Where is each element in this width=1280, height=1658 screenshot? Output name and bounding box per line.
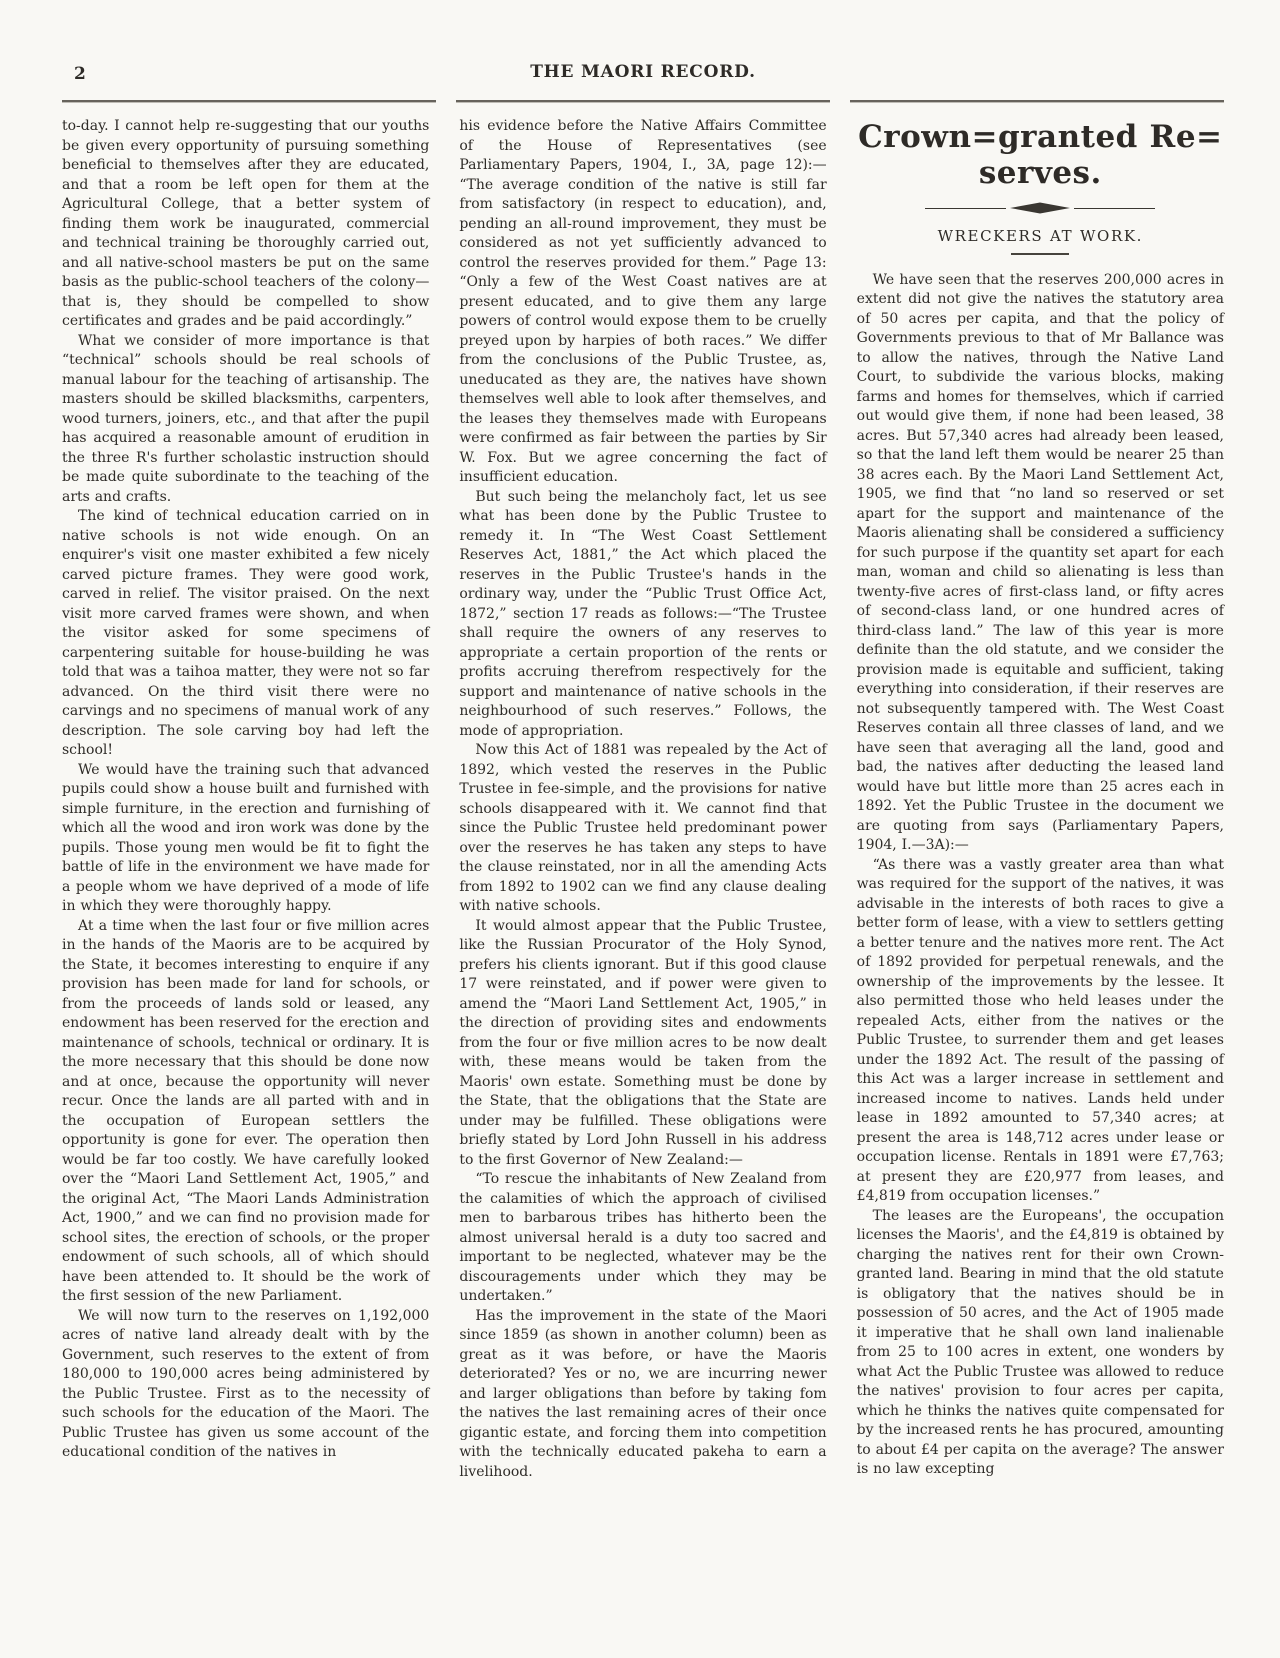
paragraph: The kind of technical education carried on in native schools is not wide enough. On an enquirer's visit one master exhibited a few nicely carved picture frames. They were good work, carved in relief. The visitor praised. On the next visit more carved frames were shown, and when the visitor asked for some specimens of carpentering suitable for house-building he was told that was a taihoa matter, they were not so far advanced. On the third visit there were no carvings and no specimens of manual work of any description. The sole carving boy had left the school!: [62, 508, 430, 758]
columns-container: [62, 117, 1224, 1482]
subheading-rule: [1011, 253, 1069, 255]
headline-line-1: Crown=granted Re=: [858, 119, 1223, 155]
paragraph: “To rescue the inhabitants of New Zealand from the calamities of which the approach of civilised men to barbarous tribes has hitherto been the almost universal herald is a duty too sacred and important to be neglected, whatever may be the discouragements under which they may be undertaken.”: [459, 1171, 827, 1304]
article-header: [857, 119, 1224, 255]
article-headline: [857, 119, 1224, 191]
paragraph: The leases are the Europeans', the occupation licenses the Maoris', and the £4,819 is obtained by charging the natives rent for their own Crown-granted land. Bearing in mind that the old statute is obligatory that the natives should be in possession of 50 acres, and the Act of 1905 made it imperative that he shall own land inalienable from 25 to 100 acres in extent, one wonders by what Act the Public Trustee was allowed to reduce the natives' provision to four acres per capita, which he thinks the natives quite compensated for by the increased rents he has procured, amounting to about £4 per capita on the average? The answer is no law excepting: [856, 1207, 1224, 1477]
article-subheading: WRECKERS AT WORK.: [937, 227, 1144, 245]
divider-line-right: [1074, 208, 1155, 209]
paragraph: We have seen that the reserves 200,000 acres in extent did not give the natives the statutory area of 50 acres per capita, and that the policy of Governments previous to that of Mr Ballance was to allow the natives, through the Native Land Court, to subdivide the various blocks, making farms and homes for themselves, which if carried out would give them, if none had been leased, 38 acres. But 57,340 acres had already been leased, so that the land left them would be nearer 25 than 38 acres each. By the Maori Land Settlement Act, 1905, we find that “no land so reserved or set apart for the support and maintenance of the Maoris alienating shall be considered a sufficiency for such purpose if the quantity set apart for each man, woman and child so alienating is less than twenty-five acres of first-class land, or fifty acres of second-class land, or one hundred acres of third-class land.” The law of this year is more definite than the old statute, and we consider the provision made is equitable and sufficient, taking everything into consideration, if their reserves are not subsequently tampered with. The West Coast Reserves contain all three classes of land, and we have seen that averaging all the land, good and bad, the natives after deducting the leased land would have but little more than 25 acres each in 1892. Yet the Public Trustee in the document we are quoting from says (Parliamentary Papers, 1904, I.—3A):—: [856, 271, 1224, 853]
paragraph: It would almost appear that the Public Trustee, like the Russian Procurator of the Holy Synod, prefers his clients ignorant. But if this good clause 17 were reinstated, and if power were given to amend the “Maori Land Settlement Act, 1905,” in the direction of providing sites and endowments from the four or five million acres to be now dealt with, these means would be taken from the Maoris' own estate. Something must be done by the State, that the obligations that the State are under may be fulfilled. These obligations were briefly stated by Lord John Russell in his address to the first Governor of New Zealand:—: [459, 917, 827, 1168]
article-body: [857, 271, 1224, 1480]
paragraph: “As there was a vastly greater area than what was required for the support of the natives, it was advisable in the interests of both races to give a better form of lease, with a view to settlers getting a better tenure and the natives more rent. The Act of 1892 provided for perpetual renewals, and the ownership of the improvements by the lessee. It also permitted those who held leases under the repealed Acts, either from the natives or the Public Trustee, to surrender them and get leases under the 1892 Act. The result of the passing of this Act was a larger increase in settlement and increased income to natives. Lands held under lease in 1892 amounted to 57,340 acres; at present the area is 148,712 acres under lease or occupation license. Rentals in 1891 were £7,763; at present they are £20,977 from leases, and £4,819 from occupation licenses.”: [856, 856, 1224, 1204]
headline-line-2: serves.: [978, 155, 1102, 191]
header-rule-segment: [456, 100, 830, 103]
diamond-ornament-icon: [1008, 201, 1072, 215]
paragraph: his evidence before the Native Affairs Committee of the House of Representatives (see Parliamentary Papers, 1904, I., 3A, page 12):— “The average condition of the native is still far from satisfactory (in respect to education), and, pending an all-round improvement, they must be considered as not yet sufficiently advanced to control the reserves provided for them.” Page 13: “Only a few of the West Coast natives are at present educated, and to give them any large powers of control would expose them to be cruelly preyed upon by harpies of both races.” We differ from the conclusions of the Public Trustee, as, uneducated as they are, the natives have shown themselves well able to look after themselves, and the leases they themselves made with Europeans were confirmed as fair between the parties by Sir W. Fox. But we agree concerning the fact of insufficient education.: [459, 118, 827, 485]
paragraph: Now this Act of 1881 was repealed by the Act of 1892, which vested the reserves in the Public Trustee in fee-simple, and the provisions for native schools disappeared with it. We cannot find that since the Public Trustee held predominant power over the reserves he has taken any steps to have the clause reinstated, nor in all the amending Acts from 1892 to 1902 can we find any clause dealing with native schools.: [459, 742, 827, 914]
column-middle: [459, 117, 826, 1482]
paragraph: We would have the training such that advanced pupils could show a house built and furnished with simple furniture, in the erection and furnishing of which all the wood and iron work was done by the pupils. Those young men would be fit to fight the battle of life in the environment we have made for a people whom we have deprived of a mode of life in which they were thoroughly happy.: [62, 761, 430, 914]
paragraph: to-day. I cannot help re-suggesting that our youths be given every opportunity of pursuing something beneficial to themselves after they are educated, and that a room be left open for them at the Agricultural College, that a better system of finding them work be inaugurated, commercial and technical training be thoroughly carried out, and all native-school masters be put on the same basis as the public-school teachers of the colony—that is, they should be compelled to show certificates and grades and be paid accordingly.”: [62, 118, 430, 329]
column-left: [62, 117, 429, 1482]
header-rule: [62, 100, 1224, 103]
masthead-title: THE MAORI RECORD.: [530, 62, 756, 82]
paragraph: What we consider of more importance is that “technical” schools should be real schools of manual labour for the teaching of artisanship. The masters should be skilled blacksmiths, carpenters, wood turners, joiners, etc., and that after the pupil has acquired a reasonable amount of erudition in the three R's further scholastic instruction should be made quite subordinate to the teaching of the arts and crafts.: [62, 332, 430, 505]
paragraph: Has the improvement in the state of the Maori since 1859 (as shown in another column) been as great as it was before, or have the Maoris deteriorated? Yes or no, we are incurring newer and larger obligations than before by taking fom the natives the last remaining acres of their once gigantic estate, and forcing them into competition with the technically educated pakeha to earn a livelihood.: [459, 1307, 827, 1480]
page-header: [62, 62, 1224, 94]
paragraph: We will now turn to the reserves on 1,192,000 acres of native land already dealt with by the Government, such reserves to the extent of from 180,000 to 190,000 acres being administered by the Public Trustee. First as to the necessity of such schools for the education of the Maori. The Public Trustee has given us some account of the educational condition of the natives in: [62, 1307, 430, 1460]
page-number: 2: [74, 64, 86, 84]
divider-line-left: [925, 208, 1006, 209]
paragraph: At a time when the last four or five million acres in the hands of the Maoris are to be acquired by the State, it becomes interesting to enquire if any provision has been made for land for schools, or from the proceeds of lands sold or leased, any endowment has been reserved for the erection and maintenance of schools, technical or ordinary. It is the more necessary that this should be done now and at once, because the opportunity will never recur. Once the lands are all parted with and in the occupation of European settlers the opportunity is gone for ever. The operation then would be far too costly. We have carefully looked over the “Maori Land Settlement Act, 1905,” and the original Act, “The Maori Lands Administration Act, 1900,” and we can find no provision made for school sites, the erection of schools, or the proper endowment of such schools, all of which should have been attended to. It should be the work of the first session of the new Parliament.: [62, 917, 430, 1304]
header-rule-segment: [62, 100, 436, 103]
column-right: [857, 117, 1224, 1482]
paragraph: But such being the melancholy fact, let us see what has been done by the Public Trustee to remedy it. In “The West Coast Settlement Reserves Act, 1881,” the Act which placed the reserves in the Public Trustee's hands in the ordinary way, under the “Public Trust Office Act, 1872,” section 17 reads as follows:—“The Trustee shall require the owners of any reserves to appropriate a certain proportion of the rents or profits accruing therefrom respectively for the support and maintenance of native schools in the neighbourhood of such reserves.” Follows, the mode of appropriation.: [459, 488, 827, 739]
decorative-divider: [925, 201, 1155, 215]
header-rule-segment: [850, 100, 1224, 103]
